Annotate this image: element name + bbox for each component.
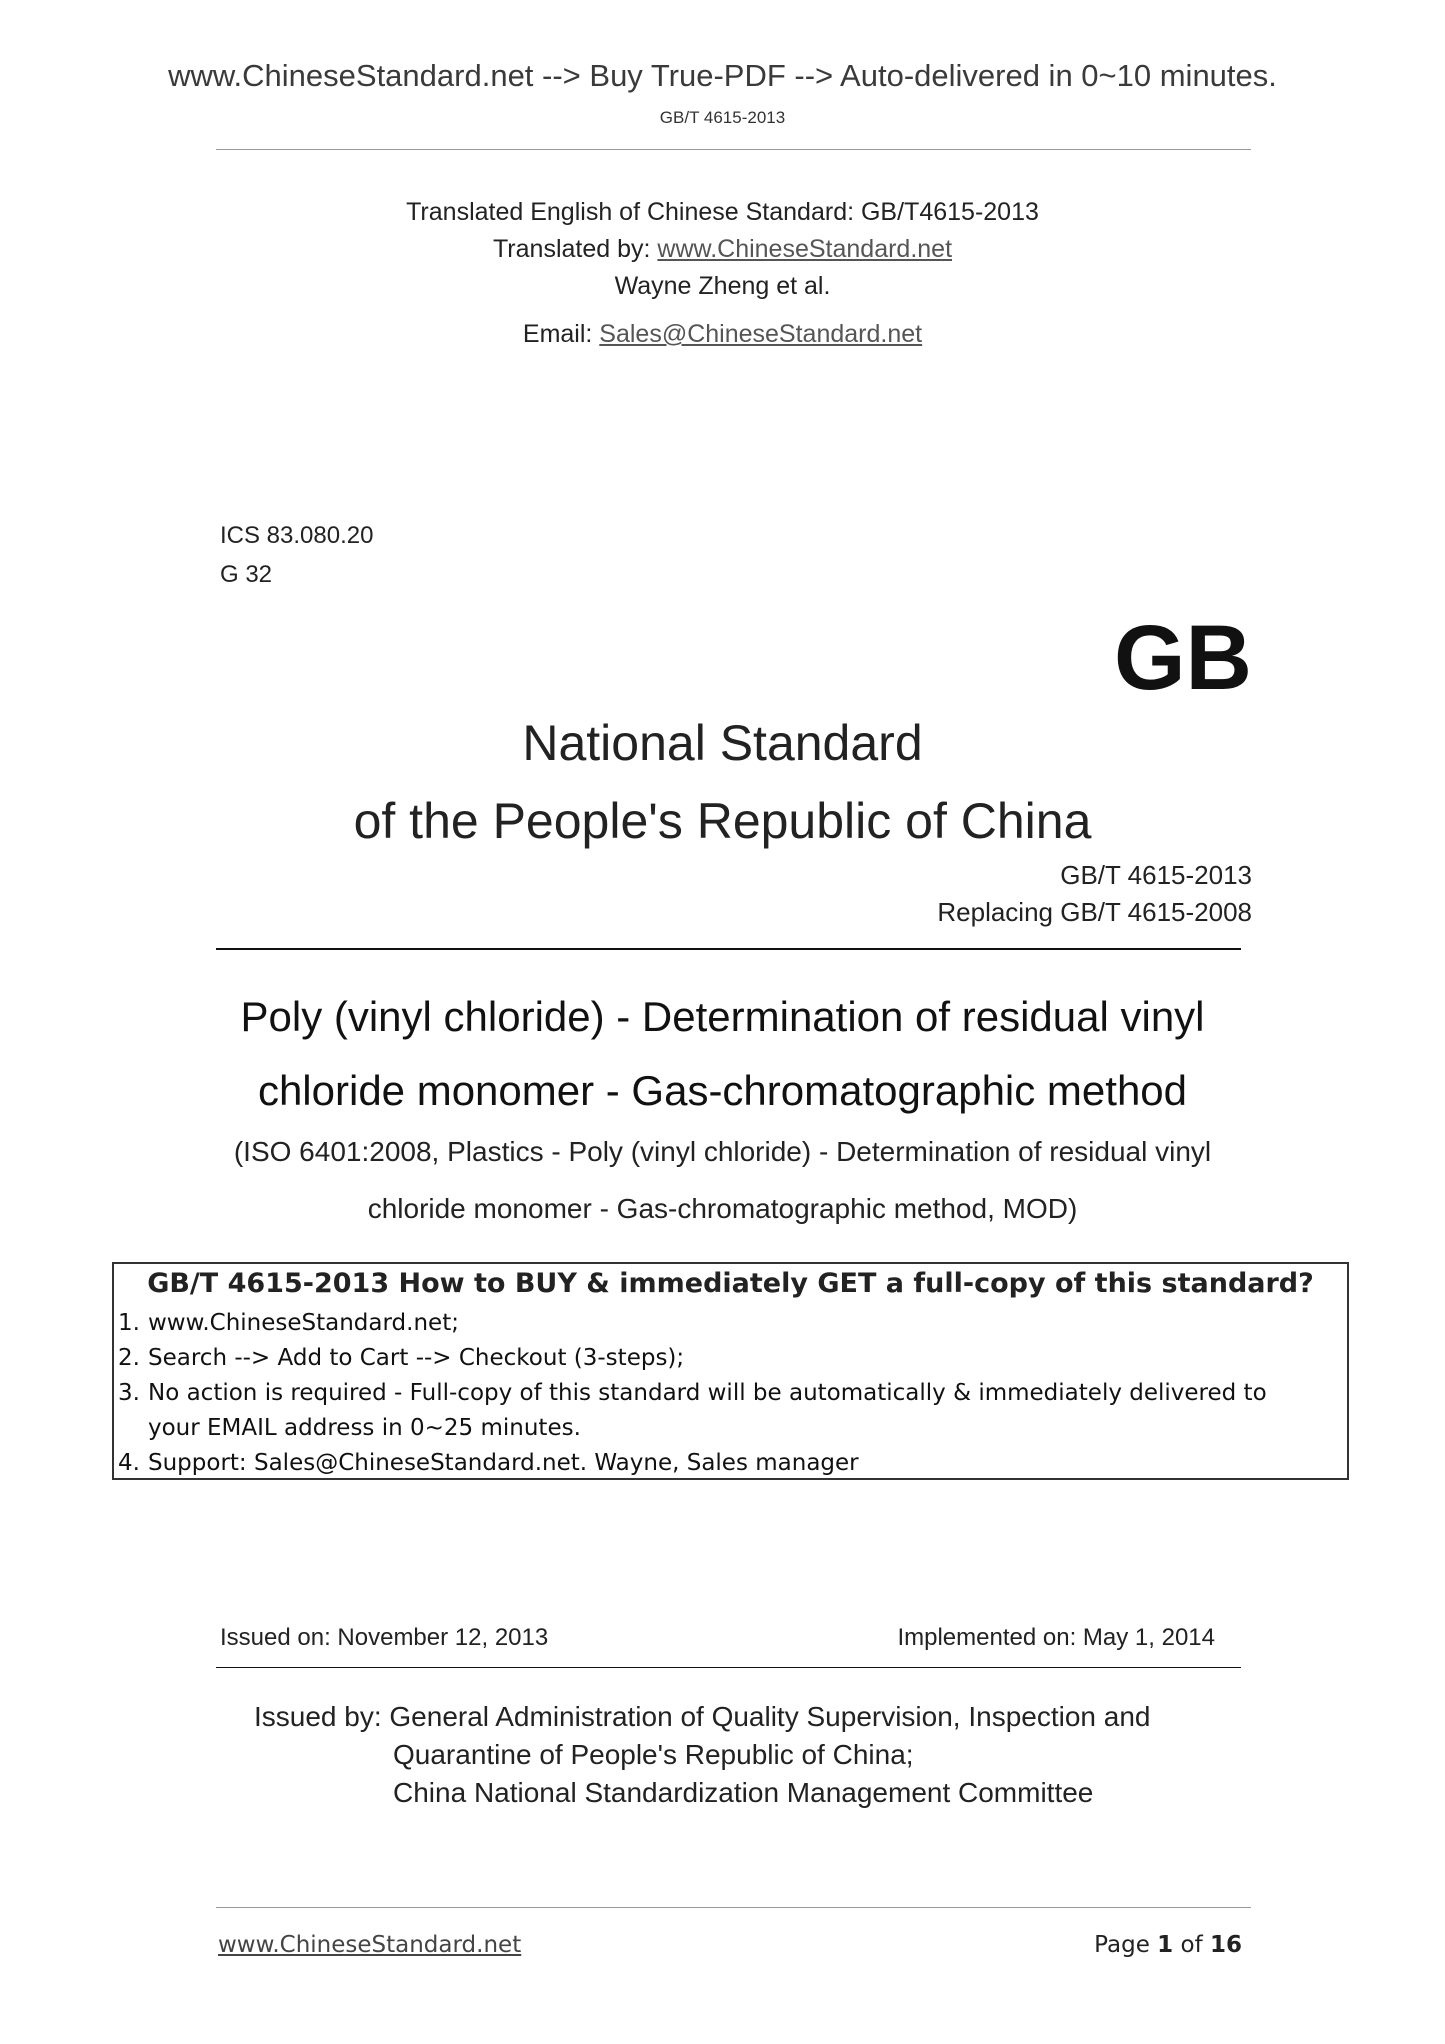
translated-by-link[interactable]: www.ChineseStandard.net bbox=[657, 235, 953, 263]
page-number: Page 1 of 16 bbox=[1094, 1932, 1242, 1958]
replacing-code: Replacing GB/T 4615-2008 bbox=[937, 897, 1252, 927]
buy-step-3-continued: your EMAIL address in 0~25 minutes. bbox=[148, 1415, 581, 1441]
buy-step-3: 3. No action is required - Full-copy of this standard will be automatically & immediately delivered to bbox=[118, 1380, 1267, 1406]
header-banner: www.ChineseStandard.net --> Buy True-PDF --> Auto-delivered in 0~10 minutes. bbox=[168, 58, 1277, 93]
header-divider bbox=[216, 149, 1251, 150]
issued-by-line2: Quarantine of People's Republic of China; bbox=[393, 1739, 914, 1770]
national-standard-line1: National Standard bbox=[522, 715, 923, 771]
national-standard-line2: of the People's Republic of China bbox=[353, 793, 1092, 849]
buy-instructions-box bbox=[112, 1262, 1349, 1480]
issued-by-line3: China National Standardization Management Committee bbox=[393, 1777, 1094, 1808]
buy-step-1: 1. www.ChineseStandard.net; bbox=[118, 1310, 459, 1336]
buy-step-2: 2. Search --> Add to Cart --> Checkout (3-steps); bbox=[118, 1345, 685, 1371]
document-title-line2: chloride monomer - Gas-chromatographic method bbox=[257, 1067, 1188, 1114]
translated-by bbox=[0, 235, 1445, 264]
title-divider bbox=[216, 948, 1241, 950]
ccs-code: G 32 bbox=[220, 561, 273, 588]
authors: Wayne Zheng et al. bbox=[614, 272, 831, 300]
gb-logo: GB bbox=[1114, 607, 1252, 709]
dates-divider bbox=[216, 1667, 1241, 1668]
buy-box-heading: GB/T 4615-2013 How to BUY & immediately GET a full-copy of this standard? bbox=[147, 1268, 1314, 1299]
issued-by-line1: Issued by: General Administration of Quality Supervision, Inspection and bbox=[254, 1701, 1151, 1732]
iso-reference-line1: (ISO 6401:2008, Plastics - Poly (vinyl chloride) - Determination of residual vinyl bbox=[233, 1136, 1212, 1167]
ics-code: ICS 83.080.20 bbox=[220, 522, 374, 549]
footer-divider bbox=[216, 1907, 1251, 1908]
translated-by-label: Translated by: bbox=[492, 235, 658, 263]
email-line bbox=[0, 320, 1445, 349]
document-title-line1: Poly (vinyl chloride) - Determination of residual vinyl bbox=[240, 993, 1205, 1040]
standard-code: GB/T 4615-2013 bbox=[1060, 860, 1252, 890]
translation-line: Translated English of Chinese Standard: GB/T4615-2013 bbox=[406, 198, 1039, 226]
buy-step-4: 4. Support: Sales@ChineseStandard.net. Wayne, Sales manager bbox=[118, 1450, 859, 1476]
email-link[interactable]: Sales@ChineseStandard.net bbox=[599, 320, 923, 348]
implemented-on: Implemented on: May 1, 2014 bbox=[897, 1624, 1215, 1651]
header-standard-code: GB/T 4615-2013 bbox=[659, 108, 786, 127]
footer-website-link[interactable]: www.ChineseStandard.net bbox=[218, 1932, 522, 1958]
issued-on: Issued on: November 12, 2013 bbox=[220, 1624, 549, 1651]
email-label: Email: bbox=[522, 320, 600, 348]
iso-reference-line2: chloride monomer - Gas-chromatographic method, MOD) bbox=[367, 1193, 1078, 1224]
